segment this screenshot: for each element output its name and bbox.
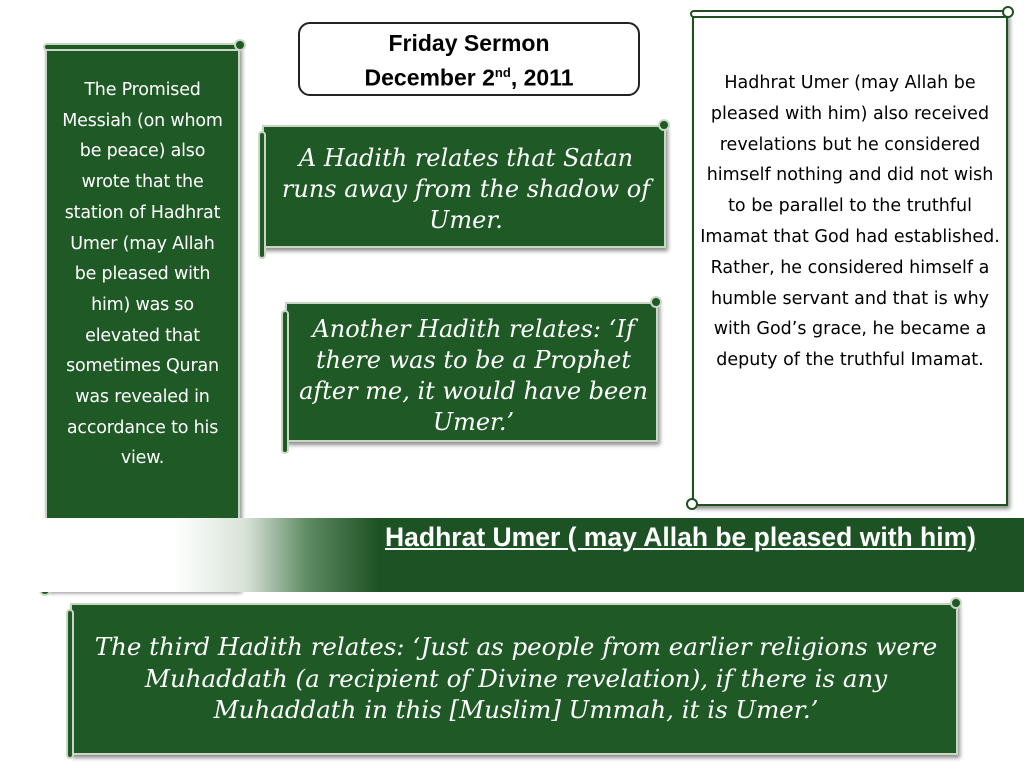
hadith-scroll-3 [70,603,958,755]
scroll-curl [686,498,698,510]
sermon-title-box [298,22,640,96]
left-scroll-text: The Promised Messiah (on whom be peace) also wrote that the station of Hadhrat Umer (may Allah be pleased with him) was so elevated that sometimes Quran was revealed in accordance to his view. [62,80,223,469]
hadith-2-text: Another Hadith relates: ‘If there was to be a Prophet after me, it would have been Umer.’ [299,315,648,436]
hadith-scroll-2 [285,302,658,442]
scroll-left-rod [258,131,266,259]
hadith-scroll-1 [262,125,666,248]
hadith-1-text: A Hadith relates that Satan runs away from the shadow of Umer. [281,144,651,234]
scroll-curl [658,119,670,131]
scroll-left-rod [66,609,74,759]
scroll-curl [950,597,962,609]
scroll-curl [1002,6,1014,18]
scroll-top-rod [690,10,1010,18]
right-scroll-text: Hadhrat Umer (may Allah be pleased with him) also received revelations but he considered himself nothing and did not wish to be parallel to the truthful Imamat that God had established. Rather, he considered himself a humble servant and that is why with God’s grace, he became a deputy of the truthful Imamat. [700,73,1000,371]
right-scroll [692,14,1008,506]
scroll-top-rod [43,43,243,51]
sermon-title: Friday Sermon [388,30,550,56]
sermon-date: December 2nd, 2011 [364,64,574,91]
scroll-left-rod [281,310,289,454]
hadith-3-text: The third Hadith relates: ‘Just as people from earlier religions were Muhaddath (a recipient of Divine revelation), if there is any Muhaddath in this [Muslim] Ummah, it is Umer.’ [94,632,938,724]
left-scroll [45,45,240,590]
scroll-curl [650,296,662,308]
topic-banner [0,518,1024,592]
scroll-curl [234,39,246,51]
banner-title: Hadhrat Umer ( may Allah be pleased with him) [385,522,976,552]
